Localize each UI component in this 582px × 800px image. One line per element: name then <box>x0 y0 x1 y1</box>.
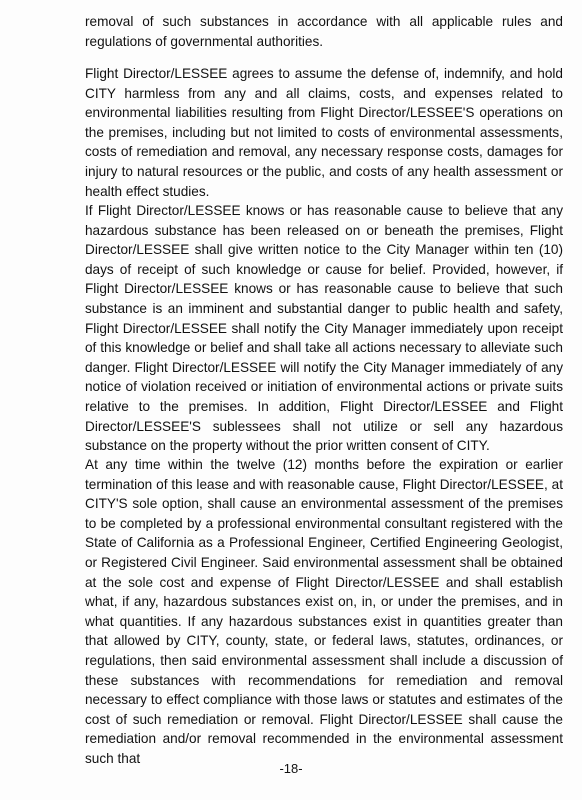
paragraph-release-notice: If Flight Director/LESSEE knows or has reasonable cause to believe that any hazardous substance has been released on or beneath the premises, Flight Director/LESSEE shall give written notice to the City Manager within ten (10) days of receipt of such knowledge or cause for belief. Provided, however, if Flight Director/LESSEE knows or has reasonable cause to believe that such substance is an imminent and substantial danger to public health and safety, Flight Director/LESSEE shall notify the City Manager immediately upon receipt of this knowledge or belief and shall take all actions necessary to alleviate such danger. Flight Director/LESSEE will notify the City Manager immediately of any notice of violation received or initiation of environmental actions or private suits relative to the premises. In addition, Flight Director/LESSEE and Flight Director/LESSEE'S sublessees shall not utilize or sell any hazardous substance on the property without the prior written consent of CITY. <box>85 203 563 454</box>
paragraph-indemnification: Flight Director/LESSEE agrees to assume the defense of, indemnify, and hold CITY harmless from any and all claims, costs, and expenses related to environmental liabilities resulting from Flight Director/LESSEE'S operations on the premises, including but not limited to costs of environmental assessments, costs of remediation and removal, any necessary response costs, damages for injury to natural resources or the public, and costs of any health assessment or health effect studies. <box>85 66 563 199</box>
paragraph-removal-continuation: removal of such substances in accordance with all applicable rules and regulations of governmental authorities. <box>85 14 563 49</box>
page-number: -18- <box>279 761 303 776</box>
paragraph-environmental-assessment: At any time within the twelve (12) months before the expiration or earlier termination of this lease and with reasonable cause, Flight Director/LESSEE, at CITY'S sole option, shall cause an environmental assessment of the premises to be completed by a professional environmental consultant registered with the State of California as a Professional Engineer, Certified Engineering Geologist, or Registered Civil Engineer. Said environmental assessment shall be obtained at the sole cost and expense of Flight Director/LESSEE and shall establish what, if any, hazardous substances exist on, in, or under the premises, and in what quantities. If any hazardous substances exist in quantities greater than that allowed by CITY, county, state, or federal laws, statutes, ordinances, or regulations, then said environmental assessment shall include a discussion of these substances with recommendations for remediation and removal necessary to effect compliance with those laws or statutes and estimates of the cost of such remediation or removal. Flight Director/LESSEE shall cause the remediation and/or removal recommended in the environmental assessment such that <box>85 457 563 766</box>
